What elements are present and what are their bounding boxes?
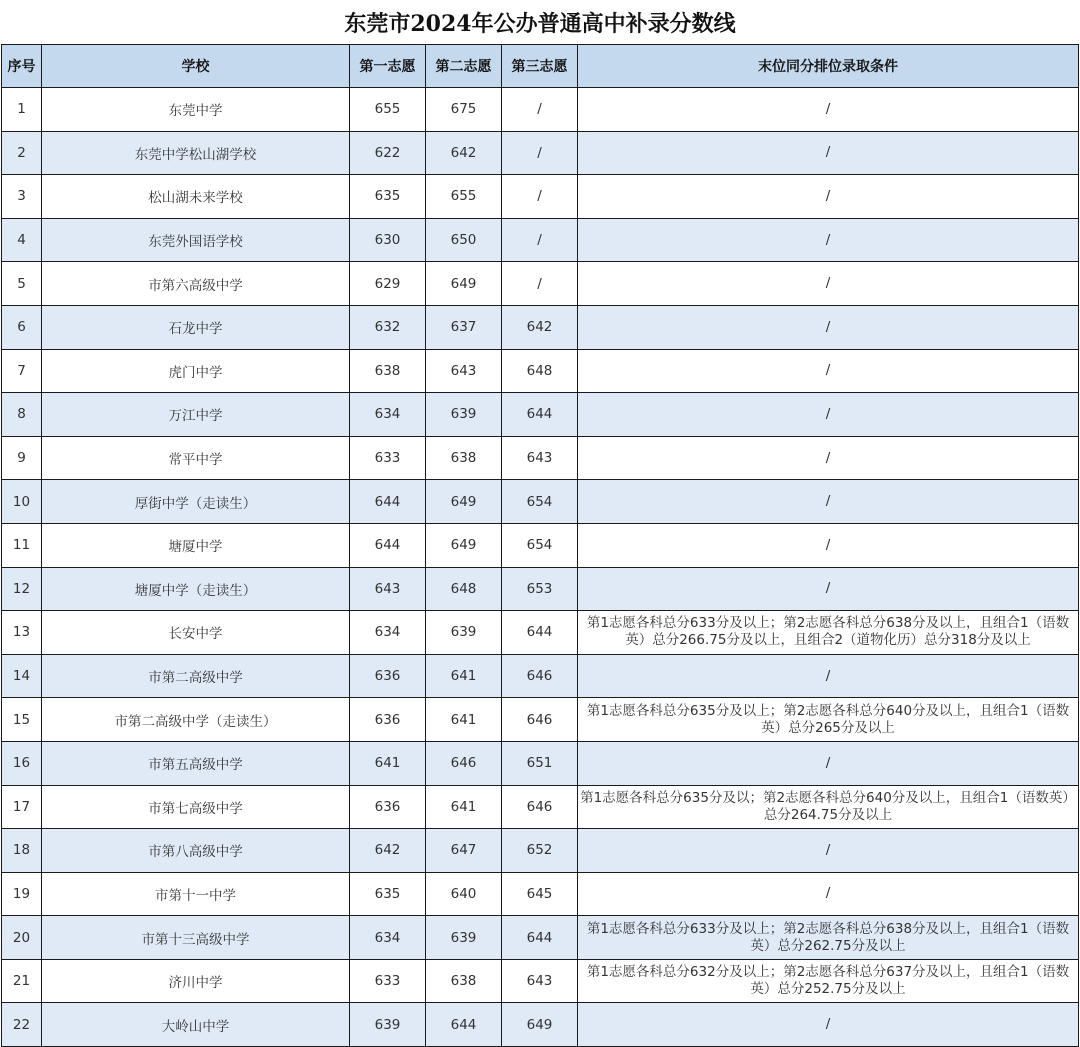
school-name: 万江中学	[42, 393, 350, 437]
row-index: 12	[2, 567, 42, 611]
third-choice-score: /	[502, 131, 578, 175]
row-index: 5	[2, 262, 42, 306]
second-choice-score: 637	[426, 305, 502, 349]
first-choice-score: 636	[350, 654, 426, 698]
first-choice-score: 636	[350, 698, 426, 742]
first-choice-score: 632	[350, 305, 426, 349]
tie-condition: /	[578, 480, 1079, 524]
first-choice-score: 634	[350, 393, 426, 437]
second-choice-score: 640	[426, 872, 502, 916]
third-choice-score: 646	[502, 654, 578, 698]
tie-condition: /	[578, 218, 1079, 262]
tie-condition: 第1志愿各科总分633分及以上；第2志愿各科总分638分及以上，且组合1（语数英）总分266.75分及以上，且组合2（道物化历）总分318分及以上	[578, 611, 1079, 655]
school-name: 市第二高级中学（走读生）	[42, 698, 350, 742]
first-choice-score: 643	[350, 567, 426, 611]
school-name: 市第六高级中学	[42, 262, 350, 306]
second-choice-score: 643	[426, 349, 502, 393]
school-name: 东莞中学松山湖学校	[42, 131, 350, 175]
first-choice-score: 629	[350, 262, 426, 306]
second-choice-score: 638	[426, 436, 502, 480]
second-choice-score: 639	[426, 393, 502, 437]
first-choice-score: 644	[350, 480, 426, 524]
table-row	[2, 305, 1079, 349]
table-row	[2, 611, 1079, 655]
first-choice-score: 641	[350, 741, 426, 785]
school-name: 松山湖未来学校	[42, 175, 350, 219]
tie-condition: /	[578, 305, 1079, 349]
school-name: 厚街中学（走读生）	[42, 480, 350, 524]
second-choice-score: 655	[426, 175, 502, 219]
second-choice-score: 649	[426, 262, 502, 306]
second-choice-score: 650	[426, 218, 502, 262]
row-index: 11	[2, 523, 42, 567]
third-choice-score: 653	[502, 567, 578, 611]
table-row	[2, 131, 1079, 175]
table-row	[2, 567, 1079, 611]
row-index: 1	[2, 88, 42, 132]
second-choice-score: 675	[426, 88, 502, 132]
second-choice-score: 647	[426, 829, 502, 873]
third-choice-score: 644	[502, 611, 578, 655]
first-choice-score: 633	[350, 959, 426, 1003]
table-row	[2, 654, 1079, 698]
table-row	[2, 436, 1079, 480]
third-choice-score: 645	[502, 872, 578, 916]
third-choice-score: /	[502, 88, 578, 132]
school-name: 市第二高级中学	[42, 654, 350, 698]
tie-condition: 第1志愿各科总分635分及以上；第2志愿各科总分640分及以上，且组合1（语数英）总分265分及以上	[578, 698, 1079, 742]
header-third-choice: 第三志愿	[502, 45, 578, 88]
tie-condition: 第1志愿各科总分633分及以上；第2志愿各科总分638分及以上，且组合1（语数英）总分262.75分及以上	[578, 916, 1079, 960]
row-index: 2	[2, 131, 42, 175]
third-choice-score: 646	[502, 785, 578, 829]
tie-condition: /	[578, 829, 1079, 873]
tie-condition: /	[578, 523, 1079, 567]
third-choice-score: 654	[502, 523, 578, 567]
tie-condition: /	[578, 872, 1079, 916]
third-choice-score: 644	[502, 393, 578, 437]
table-row	[2, 175, 1079, 219]
school-name: 市第十三高级中学	[42, 916, 350, 960]
school-name: 石龙中学	[42, 305, 350, 349]
second-choice-score: 642	[426, 131, 502, 175]
school-name: 东莞中学	[42, 88, 350, 132]
second-choice-score: 641	[426, 654, 502, 698]
school-name: 大岭山中学	[42, 1003, 350, 1047]
row-index: 14	[2, 654, 42, 698]
first-choice-score: 638	[350, 349, 426, 393]
table-row	[2, 741, 1079, 785]
first-choice-score: 655	[350, 88, 426, 132]
tie-condition: /	[578, 654, 1079, 698]
table-row	[2, 523, 1079, 567]
second-choice-score: 646	[426, 741, 502, 785]
second-choice-score: 648	[426, 567, 502, 611]
third-choice-score: /	[502, 175, 578, 219]
row-index: 18	[2, 829, 42, 873]
school-name: 济川中学	[42, 959, 350, 1003]
table-row	[2, 262, 1079, 306]
first-choice-score: 634	[350, 916, 426, 960]
first-choice-score: 635	[350, 175, 426, 219]
tie-condition: /	[578, 262, 1079, 306]
third-choice-score: 652	[502, 829, 578, 873]
tie-condition: /	[578, 175, 1079, 219]
tie-condition: /	[578, 393, 1079, 437]
row-index: 8	[2, 393, 42, 437]
header-school: 学校	[42, 45, 350, 88]
school-name: 市第七高级中学	[42, 785, 350, 829]
first-choice-score: 636	[350, 785, 426, 829]
row-index: 17	[2, 785, 42, 829]
header-row	[2, 45, 1079, 88]
table-row	[2, 480, 1079, 524]
school-name: 市第十一中学	[42, 872, 350, 916]
table-row	[2, 829, 1079, 873]
second-choice-score: 649	[426, 523, 502, 567]
school-name: 虎门中学	[42, 349, 350, 393]
table-row	[2, 872, 1079, 916]
third-choice-score: 643	[502, 436, 578, 480]
third-choice-score: /	[502, 218, 578, 262]
second-choice-score: 641	[426, 698, 502, 742]
first-choice-score: 630	[350, 218, 426, 262]
row-index: 6	[2, 305, 42, 349]
table-row	[2, 916, 1079, 960]
third-choice-score: /	[502, 262, 578, 306]
first-choice-score: 633	[350, 436, 426, 480]
row-index: 4	[2, 218, 42, 262]
header-second-choice: 第二志愿	[426, 45, 502, 88]
first-choice-score: 639	[350, 1003, 426, 1047]
table-row	[2, 1003, 1079, 1047]
second-choice-score: 638	[426, 959, 502, 1003]
row-index: 21	[2, 959, 42, 1003]
school-name: 市第八高级中学	[42, 829, 350, 873]
tie-condition: /	[578, 567, 1079, 611]
third-choice-score: 654	[502, 480, 578, 524]
tie-condition: /	[578, 131, 1079, 175]
row-index: 9	[2, 436, 42, 480]
third-choice-score: 646	[502, 698, 578, 742]
school-name: 东莞外国语学校	[42, 218, 350, 262]
row-index: 20	[2, 916, 42, 960]
header-index: 序号	[2, 45, 42, 88]
third-choice-score: 643	[502, 959, 578, 1003]
row-index: 15	[2, 698, 42, 742]
tie-condition: /	[578, 741, 1079, 785]
second-choice-score: 639	[426, 916, 502, 960]
school-name: 长安中学	[42, 611, 350, 655]
row-index: 22	[2, 1003, 42, 1047]
score-table	[1, 44, 1079, 1047]
tie-condition: /	[578, 1003, 1079, 1047]
third-choice-score: 651	[502, 741, 578, 785]
tie-condition: /	[578, 436, 1079, 480]
row-index: 7	[2, 349, 42, 393]
first-choice-score: 634	[350, 611, 426, 655]
row-index: 16	[2, 741, 42, 785]
header-tie-condition: 末位同分排位录取条件	[578, 45, 1079, 88]
school-name: 常平中学	[42, 436, 350, 480]
third-choice-score: 649	[502, 1003, 578, 1047]
third-choice-score: 644	[502, 916, 578, 960]
table-row	[2, 393, 1079, 437]
first-choice-score: 644	[350, 523, 426, 567]
table-row	[2, 959, 1079, 1003]
header-first-choice: 第一志愿	[350, 45, 426, 88]
second-choice-score: 644	[426, 1003, 502, 1047]
row-index: 3	[2, 175, 42, 219]
school-name: 市第五高级中学	[42, 741, 350, 785]
tie-condition: 第1志愿各科总分635分及以；第2志愿各科总分640分及以上，且组合1（语数英）总分264.75分及以上	[578, 785, 1079, 829]
second-choice-score: 641	[426, 785, 502, 829]
table-row	[2, 349, 1079, 393]
tie-condition: /	[578, 349, 1079, 393]
first-choice-score: 642	[350, 829, 426, 873]
second-choice-score: 649	[426, 480, 502, 524]
first-choice-score: 635	[350, 872, 426, 916]
row-index: 19	[2, 872, 42, 916]
school-name: 塘厦中学	[42, 523, 350, 567]
first-choice-score: 622	[350, 131, 426, 175]
school-name: 塘厦中学（走读生）	[42, 567, 350, 611]
table-row	[2, 218, 1079, 262]
table-row	[2, 88, 1079, 132]
page-title: 东莞市2024年公办普通高中补录分数线	[344, 10, 736, 37]
row-index: 13	[2, 611, 42, 655]
third-choice-score: 642	[502, 305, 578, 349]
tie-condition: /	[578, 88, 1079, 132]
row-index: 10	[2, 480, 42, 524]
table-row	[2, 698, 1079, 742]
tie-condition: 第1志愿各科总分632分及以上；第2志愿各科总分637分及以上，且组合1（语数英）总分252.75分及以上	[578, 959, 1079, 1003]
table-row	[2, 785, 1079, 829]
third-choice-score: 648	[502, 349, 578, 393]
second-choice-score: 639	[426, 611, 502, 655]
